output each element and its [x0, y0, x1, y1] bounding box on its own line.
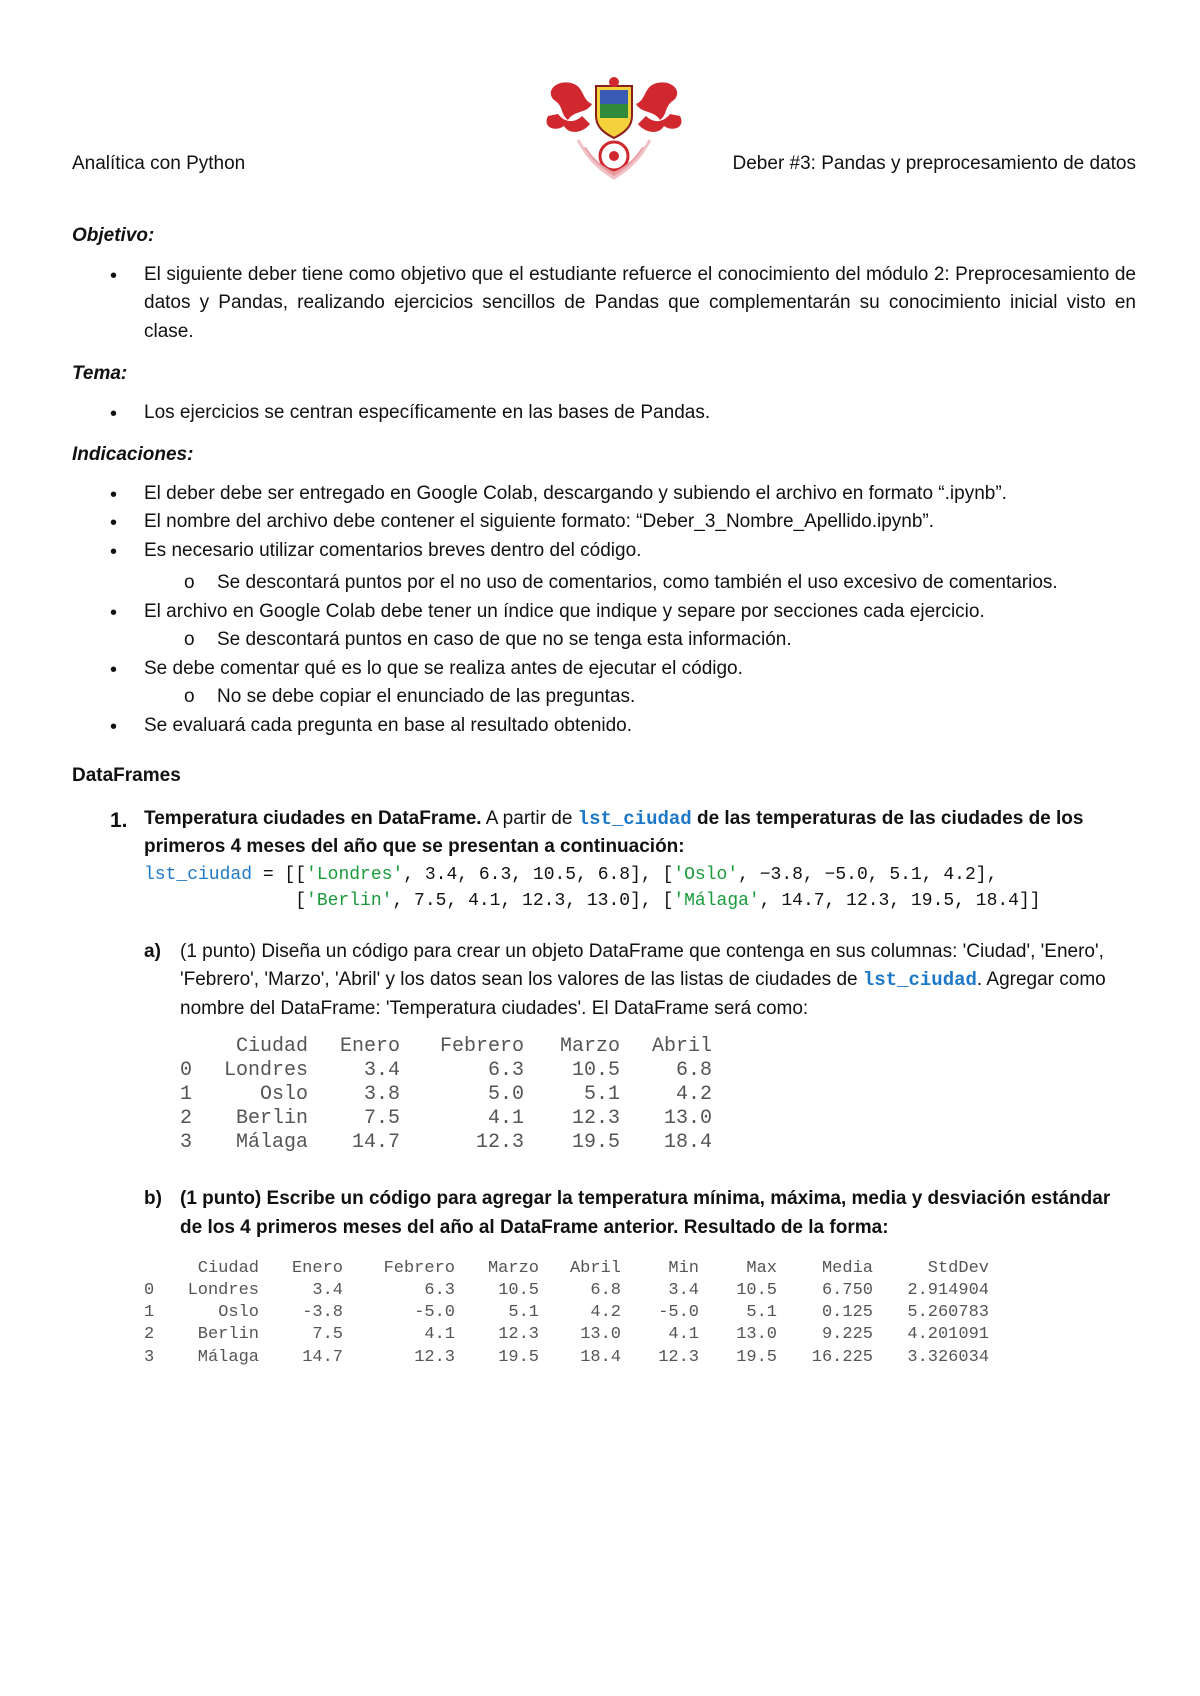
exercise-1a: [72, 938, 1136, 1024]
table-cell: 19.5: [571, 1131, 620, 1155]
table-cell: -5.0: [658, 1303, 699, 1323]
table-cell: 10.5: [571, 1059, 620, 1083]
table-row: [180, 1131, 712, 1155]
sub-item-letter: b): [144, 1188, 162, 1210]
table-row: [144, 1347, 989, 1369]
header-assignment-title: Deber #3: Pandas y preprocesamiento de datos: [732, 153, 1136, 174]
table-cell: 12.3: [475, 1131, 524, 1155]
code-text: , 7.5, 4.1, 12.3, 13.0], [: [392, 890, 674, 911]
list-item: • Los ejercicios se centran específicamente en las bases de Pandas.: [72, 399, 1136, 428]
table-cell: 4.1: [424, 1325, 455, 1345]
table-cell: 19.5: [498, 1347, 539, 1367]
document-content: [72, 222, 1136, 1369]
code-string: 'Berlin': [306, 890, 393, 911]
indicaciones-sublist: [72, 626, 1136, 655]
exercise-number: 1.: [110, 808, 128, 832]
column-header: Febrero: [439, 1035, 524, 1059]
code-line: [144, 862, 1136, 888]
list-item: • El nombre del archivo debe contener el siguiente formato: “Deber_3_Nombre_Apellido.ipynb”.: [72, 508, 1136, 537]
table-cell: 7.5: [312, 1325, 343, 1345]
column-header: Enero: [291, 1259, 343, 1279]
table-cell: 5.260783: [907, 1303, 989, 1323]
table-cell: 5.1: [508, 1303, 539, 1323]
table-cell: 3.4: [363, 1059, 400, 1083]
table-cell: Londres: [187, 1281, 259, 1301]
list-item: • El deber debe ser entregado en Google Colab, descargando y subiendo el archivo en formato “.ipynb”.: [72, 480, 1136, 509]
table-cell: 4.201091: [907, 1325, 989, 1345]
code-text: [: [144, 890, 307, 911]
table-row: [144, 1280, 989, 1302]
column-header: [144, 1258, 164, 1280]
table-cell: Londres: [223, 1059, 308, 1083]
table-header-row: [144, 1258, 989, 1280]
table-cell: -5.0: [414, 1303, 455, 1323]
table-cell: 3: [144, 1347, 155, 1367]
column-header: Marzo: [559, 1035, 620, 1059]
code-string: 'Oslo': [673, 864, 739, 885]
table-cell: 14.7: [302, 1347, 343, 1367]
column-header: Marzo: [487, 1259, 539, 1279]
dataframes-heading: DataFrames: [72, 765, 181, 786]
exercise-1: [72, 805, 1136, 914]
exercise-1b-statement: (1 punto) Escribe un código para agregar la temperatura mínima, máxima, media y desviación estándar de los 4 primeros meses del año al DataFrame anterior. Resultado de la forma:: [180, 1188, 1111, 1238]
table-cell: 6.3: [487, 1059, 524, 1083]
table-cell: 3.4: [668, 1281, 699, 1301]
table-cell: Málaga: [197, 1347, 259, 1367]
sub-list-item: o No se debe copiar el enunciado de las preguntas.: [72, 683, 1136, 712]
table-cell: 10.5: [498, 1281, 539, 1301]
sub-list-item: o Se descontará puntos por el no uso de comentarios, como también el uso excesivo de comentarios.: [72, 569, 1136, 598]
column-header: Abril: [569, 1259, 621, 1279]
code-block: [144, 862, 1136, 914]
table-cell: 0: [180, 1059, 193, 1083]
indicaciones-list: [72, 655, 1136, 684]
exercise-1a-statement: [180, 938, 1136, 1024]
table-cell: -3.8: [302, 1303, 343, 1323]
table-cell: 4.2: [590, 1303, 621, 1323]
indicaciones-list: [72, 712, 1136, 741]
table-cell: Oslo: [259, 1083, 308, 1107]
table-cell: 12.3: [658, 1347, 699, 1367]
table-cell: 13.0: [736, 1325, 777, 1345]
table-cell: 2: [180, 1107, 193, 1131]
table-cell: 18.4: [663, 1131, 712, 1155]
document-page: [72, 0, 1136, 1696]
table-cell: 7.5: [363, 1107, 400, 1131]
table-cell: Berlin: [197, 1325, 259, 1345]
table-cell: 12.3: [571, 1107, 620, 1131]
exercise-title: Temperatura ciudades en DataFrame.: [144, 807, 482, 829]
statement-text: de las temperaturas de las ciudades de los primeros 4 meses del año que se presentan a continuación:: [144, 807, 1084, 857]
column-header: StdDev: [927, 1259, 989, 1279]
list-item: • El archivo en Google Colab debe tener un índice que indique y separe por secciones cada ejercicio.: [72, 598, 1136, 627]
table-cell: 3.326034: [907, 1347, 989, 1367]
column-header: Max: [746, 1259, 777, 1279]
column-header: Min: [668, 1259, 699, 1279]
header-course-title: Analítica con Python: [72, 153, 246, 174]
page-header: [72, 0, 1136, 185]
code-text: = [[: [252, 864, 307, 885]
table-cell: 5.1: [746, 1303, 777, 1323]
university-crest-logo: [534, 70, 694, 180]
table-row: [144, 1324, 989, 1346]
table-cell: 0.125: [821, 1303, 873, 1323]
table-cell: 12.3: [498, 1325, 539, 1345]
table-cell: 3: [180, 1131, 193, 1155]
table-cell: 6.3: [424, 1281, 455, 1301]
tema-heading: Tema:: [72, 363, 128, 384]
code-line: [144, 888, 1136, 914]
table-cell: 13.0: [663, 1107, 712, 1131]
list-item: • Es necesario utilizar comentarios breves dentro del código.: [72, 537, 1136, 566]
indicaciones-list: [72, 480, 1136, 566]
table-cell: Málaga: [235, 1131, 308, 1155]
table-cell: 1: [180, 1083, 193, 1107]
table-cell: 2.914904: [907, 1281, 989, 1301]
table-cell: Berlin: [235, 1107, 308, 1131]
code-string: 'Londres': [306, 864, 404, 885]
code-text: , 3.4, 6.3, 10.5, 6.8], [: [403, 864, 674, 885]
list-item: • El siguiente deber tiene como objetivo que el estudiante refuerce el conocimiento del módulo 2: Preprocesamiento de datos y Pandas, realizando ejercicios sencillos de Pandas que complementarán su conocimiento inicial visto en clase.: [72, 261, 1136, 347]
sub-list-item: o Se descontará puntos en caso de que no se tenga esta información.: [72, 626, 1136, 655]
table-cell: 13.0: [580, 1325, 621, 1345]
table-cell: 4.1: [668, 1325, 699, 1345]
table-cell: 2: [144, 1325, 155, 1345]
column-header: Febrero: [383, 1259, 455, 1279]
table-cell: 6.750: [821, 1281, 873, 1301]
table-cell: 10.5: [736, 1281, 777, 1301]
column-header: Ciudad: [235, 1035, 308, 1059]
indicaciones-list: [72, 598, 1136, 627]
table-row: [180, 1107, 712, 1131]
statement-text: (1 punto) Diseña un código para crear un objeto DataFrame que contenga en sus columnas: 'Ciudad', 'Enero', 'Febrero', 'Marzo', 'Abril' y los datos sean los valores de las listas de ciudades de: [180, 940, 1104, 991]
table-cell: 3.8: [363, 1083, 400, 1107]
table-header-row: [180, 1035, 712, 1059]
table-row: [180, 1059, 712, 1083]
objetivo-list: [72, 261, 1136, 347]
table-cell: 6.8: [675, 1059, 712, 1083]
exercise-1-statement: [144, 805, 1136, 862]
table-cell: 0: [144, 1281, 155, 1301]
column-header: Enero: [339, 1035, 400, 1059]
variable-name: lst_ciudad: [862, 969, 977, 992]
code-variable: lst_ciudad: [144, 864, 253, 885]
column-header: Media: [821, 1259, 873, 1279]
list-item: • Se debe comentar qué es lo que se realiza antes de ejecutar el código.: [72, 655, 1136, 684]
indicaciones-sublist: [72, 569, 1136, 598]
table-cell: 4.2: [675, 1083, 712, 1107]
table-cell: 5.0: [487, 1083, 524, 1107]
objetivo-heading: Objetivo:: [72, 225, 155, 246]
code-text: , −3.8, −5.0, 5.1, 4.2],: [738, 864, 998, 885]
column-header: Ciudad: [197, 1259, 259, 1279]
table-cell: 1: [144, 1303, 155, 1323]
table-row: [144, 1302, 989, 1324]
code-text: , 14.7, 12.3, 19.5, 18.4]]: [759, 890, 1041, 911]
statement-text: A partir de: [481, 807, 578, 829]
table-cell: 5.1: [583, 1083, 620, 1107]
sub-item-letter: a): [144, 940, 161, 962]
table-cell: 19.5: [736, 1347, 777, 1367]
table-cell: 14.7: [351, 1131, 400, 1155]
list-item: • Se evaluará cada pregunta en base al resultado obtenido.: [72, 712, 1136, 741]
table-row: [180, 1083, 712, 1107]
column-header: Abril: [651, 1035, 712, 1059]
exercise-1b: [72, 1185, 1136, 1242]
code-string: 'Málaga': [673, 890, 760, 911]
indicaciones-sublist: [72, 683, 1136, 712]
table-cell: 4.1: [487, 1107, 524, 1131]
table-cell: 9.225: [821, 1325, 873, 1345]
indicaciones-heading: Indicaciones:: [72, 444, 194, 465]
dataframe-table-2: [144, 1258, 989, 1368]
table-cell: 3.4: [312, 1281, 343, 1301]
table-cell: Oslo: [218, 1303, 259, 1323]
dataframe-table-1: [180, 1035, 712, 1155]
column-header: [180, 1035, 200, 1059]
table-cell: 6.8: [590, 1281, 621, 1301]
table-cell: 12.3: [414, 1347, 455, 1367]
table-cell: 16.225: [811, 1347, 873, 1367]
tema-list: [72, 399, 1136, 428]
variable-name: lst_ciudad: [577, 807, 692, 830]
table-cell: 18.4: [580, 1347, 621, 1367]
statement-text: . Agregar como nombre del DataFrame: 'Temperatura ciudades'. El DataFrame será como:: [180, 969, 1106, 1019]
